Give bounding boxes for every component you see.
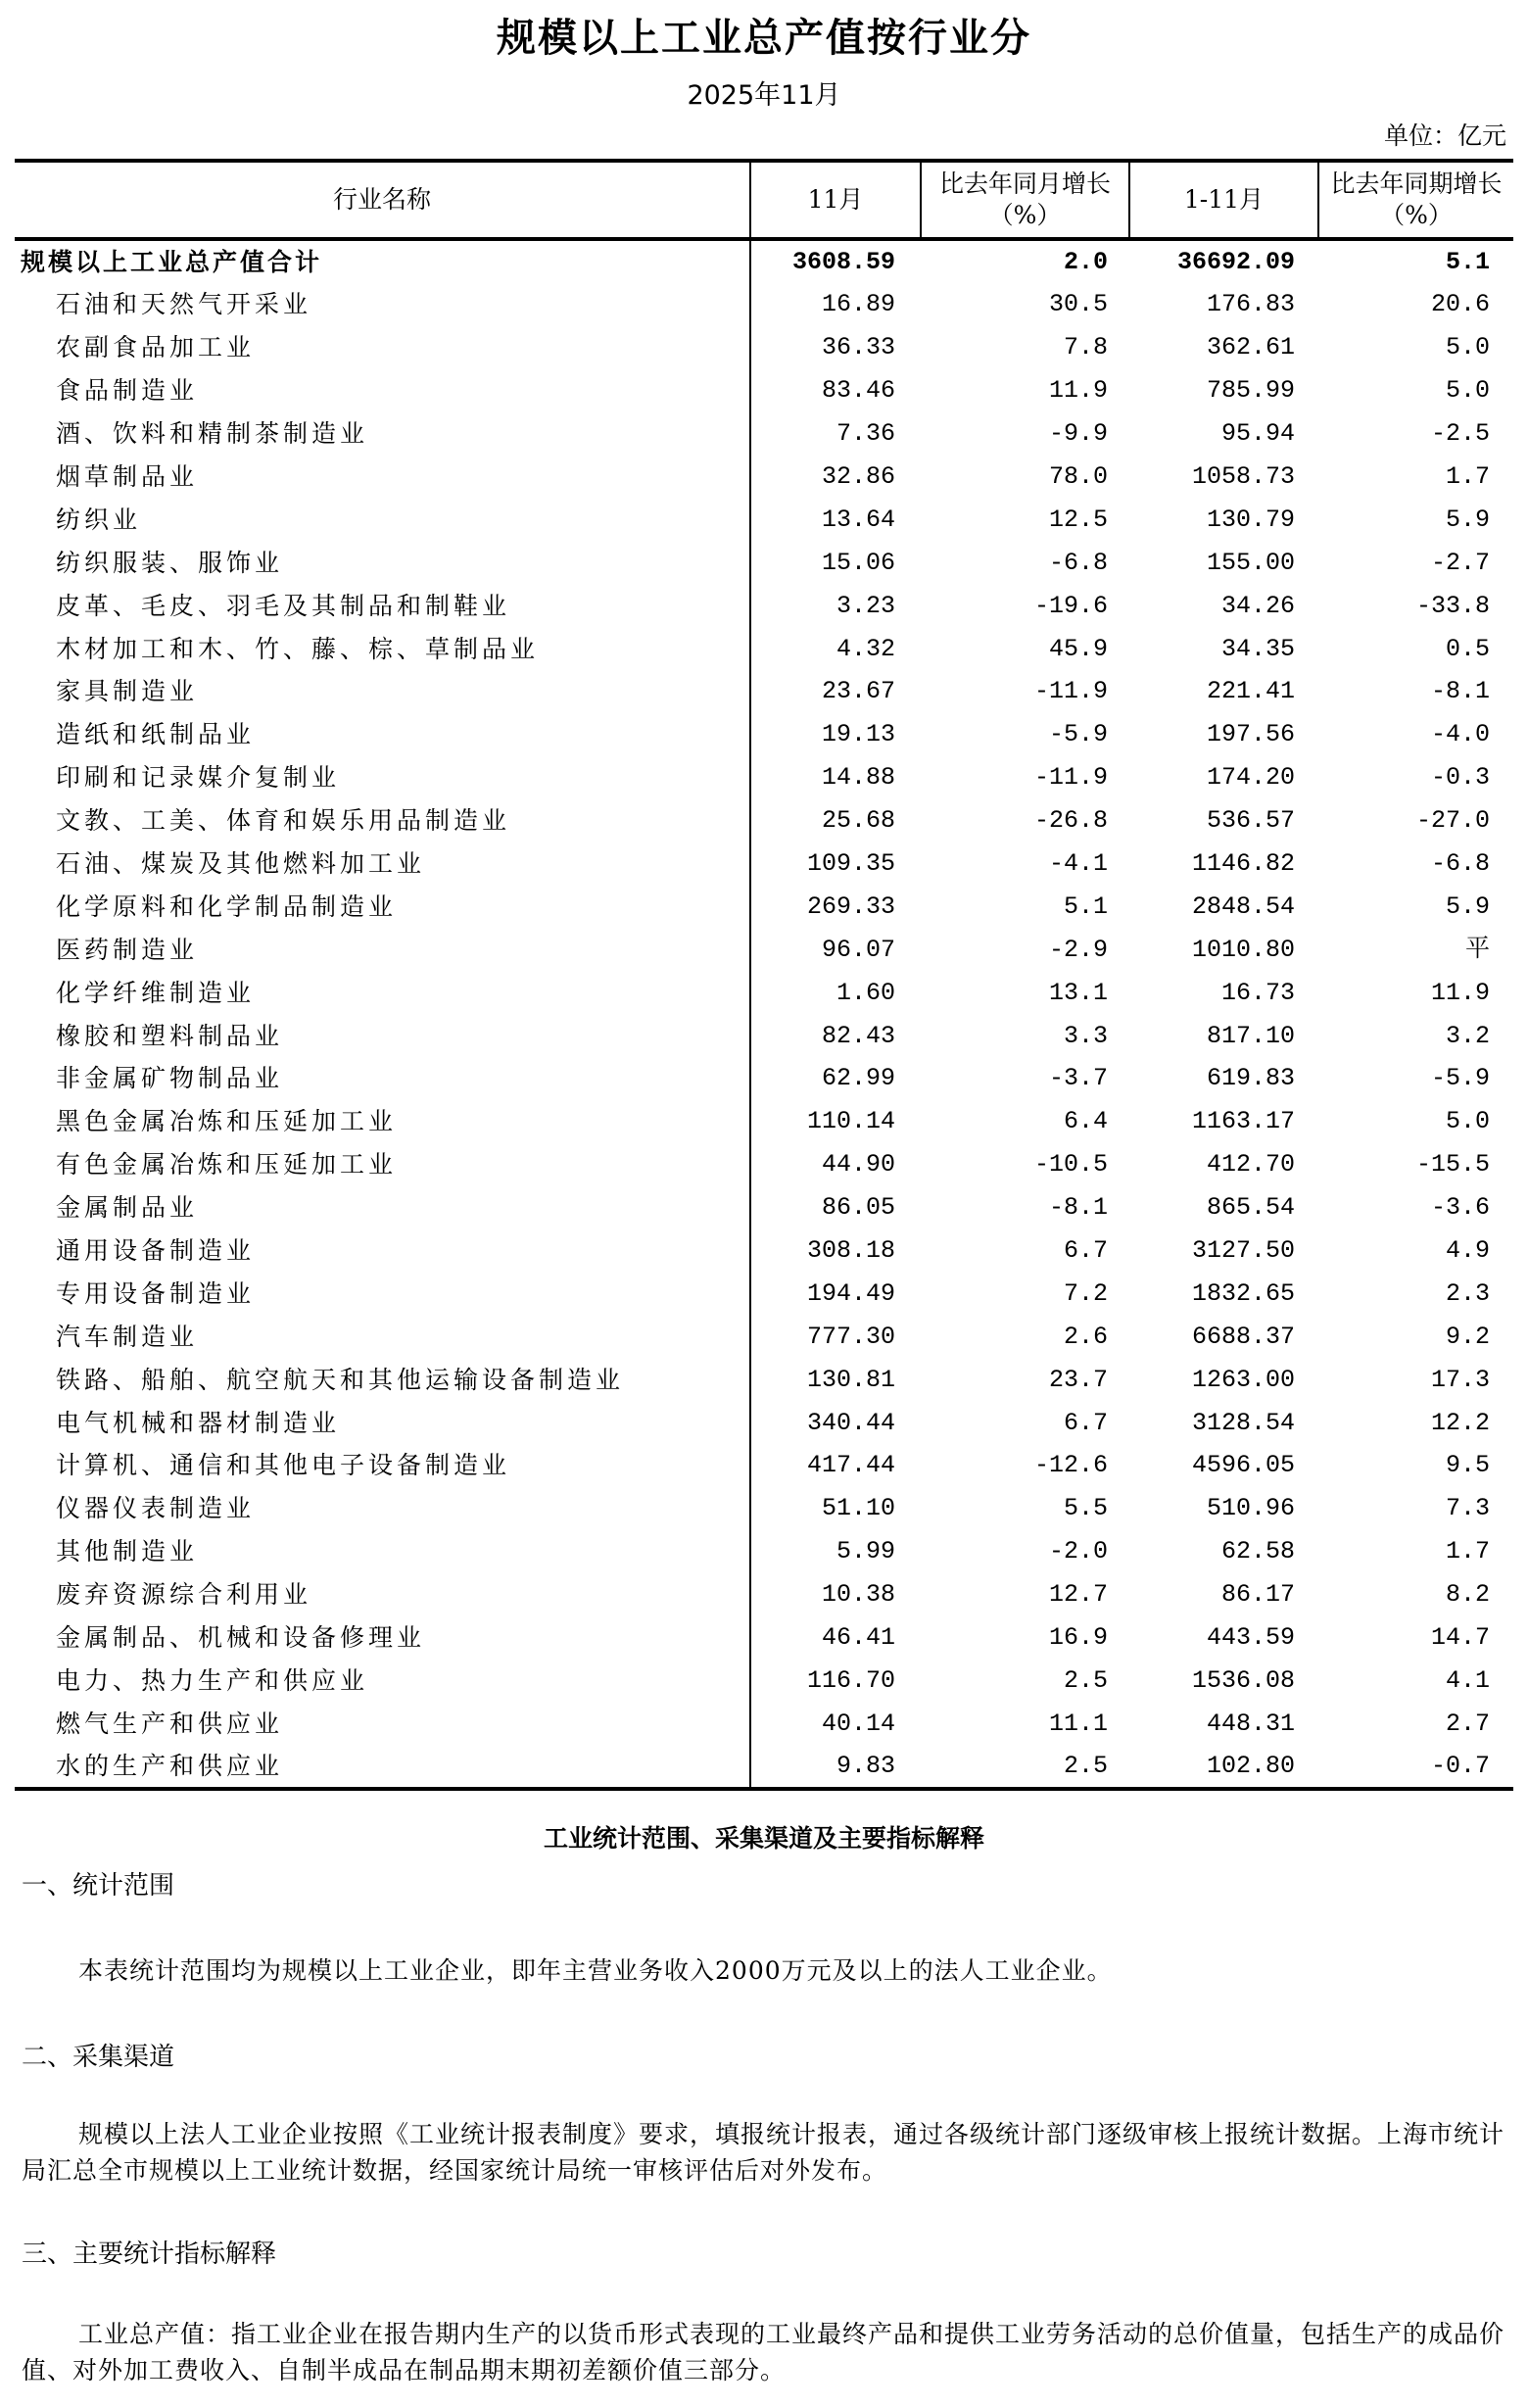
november-yoy-cell: 13.1 (1048, 978, 1108, 1007)
november-value-cell: 130.81 (806, 1365, 895, 1394)
november-value-cell: 44.90 (821, 1150, 895, 1180)
ytd-yoy-cell: 1.7 (1445, 1537, 1490, 1566)
industry-name-cell: 橡胶和塑料制品业 (15, 1014, 750, 1057)
november-value-cell: 9.83 (750, 1745, 921, 1789)
table-row (15, 843, 1513, 886)
industry-name-cell: 化学原料和化学制品制造业 (15, 885, 750, 928)
ytd-value-cell: 443.59 (1206, 1623, 1295, 1653)
ytd-yoy-cell: 5.1 (1445, 248, 1490, 276)
november-yoy-cell: -4.1 (1048, 849, 1108, 879)
november-yoy-cell: 12.7 (1048, 1580, 1108, 1610)
table-row-total (15, 239, 1513, 283)
report-period: 2025年11月 (687, 80, 841, 111)
november-value-cell: 340.44 (806, 1408, 895, 1437)
industry-name-cell: 金属制品、机械和设备修理业 (15, 1616, 750, 1660)
industry-name-cell: 废弃资源综合利用业 (15, 1573, 750, 1616)
november-value-cell: 109.35 (806, 849, 895, 879)
november-value-cell: 46.41 (821, 1623, 895, 1653)
november-yoy-cell: 7.8 (1063, 333, 1108, 362)
industry-name-cell: 金属制品业 (15, 1186, 750, 1229)
table-row (15, 1487, 1513, 1530)
table-row (15, 1100, 1513, 1143)
november-value-cell: 14.88 (821, 763, 895, 793)
november-yoy-cell: -2.0 (1048, 1537, 1108, 1566)
industry-name-cell: 水的生产和供应业 (15, 1745, 750, 1789)
page-title: 规模以上工业总产值按行业分 (497, 16, 1031, 61)
november-value-cell: 82.43 (821, 1021, 895, 1050)
industry-name-cell: 皮革、毛皮、羽毛及其制品和制鞋业 (15, 584, 750, 627)
ytd-value-cell: 174.20 (1206, 763, 1295, 793)
table-row (15, 713, 1513, 756)
ytd-yoy-cell: 3.2 (1445, 1021, 1490, 1050)
table-row (15, 1702, 1513, 1745)
ytd-yoy-cell: 5.0 (1445, 376, 1490, 406)
industry-output-table (15, 159, 1513, 1791)
november-yoy-cell: 16.9 (1048, 1623, 1108, 1653)
ytd-value-cell: 412.70 (1206, 1150, 1295, 1180)
ytd-yoy-cell: -4.0 (1430, 720, 1490, 749)
notes-paragraph-scope: 本表统计范围均为规模以上工业企业，即年主营业务收入2000万元及以上的法人工业企业。 (78, 1956, 1113, 1985)
table-row (15, 756, 1513, 799)
november-yoy-cell: -9.9 (1048, 419, 1108, 449)
ytd-yoy-cell: 4.1 (1445, 1665, 1490, 1695)
ytd-value-cell: 2848.54 (1191, 891, 1295, 921)
november-value-cell: 62.99 (821, 1064, 895, 1093)
industry-name-cell: 石油和天然气开采业 (15, 283, 750, 326)
november-value-cell: 1.60 (836, 978, 895, 1007)
november-value-cell: 194.49 (806, 1278, 895, 1308)
november-yoy-cell: 11.1 (1048, 1709, 1108, 1738)
ytd-value-cell: 155.00 (1206, 548, 1295, 577)
ytd-yoy-cell: 12.2 (1430, 1408, 1490, 1437)
ytd-value-cell: 6688.37 (1191, 1322, 1295, 1351)
november-value-cell: 23.67 (821, 677, 895, 706)
ytd-yoy-cell: 9.5 (1445, 1451, 1490, 1480)
ytd-yoy-cell: 7.3 (1445, 1494, 1490, 1523)
column-header-november: 11月 (750, 161, 921, 239)
industry-name-cell: 燃气生产和供应业 (15, 1702, 750, 1745)
notes-title: 工业统计范围、采集渠道及主要指标解释 (543, 1824, 984, 1853)
november-yoy-cell: 6.4 (1063, 1107, 1108, 1136)
november-value-cell: 51.10 (821, 1494, 895, 1523)
november-value-cell: 25.68 (821, 806, 895, 836)
ytd-value-cell: 1536.08 (1191, 1665, 1295, 1695)
table-row (15, 1057, 1513, 1100)
industry-name-cell: 木材加工和木、竹、藤、棕、草制品业 (15, 627, 750, 670)
table-row (15, 283, 1513, 326)
november-yoy-cell: 45.9 (1048, 634, 1108, 663)
november-value-cell: 116.70 (806, 1665, 895, 1695)
ytd-yoy-cell: -8.1 (1430, 677, 1490, 706)
industry-name-cell: 黑色金属冶炼和压延加工业 (15, 1100, 750, 1143)
industry-name-cell: 铁路、船舶、航空航天和其他运输设备制造业 (15, 1358, 750, 1401)
november-yoy-cell: -26.8 (1033, 806, 1108, 836)
ytd-value-cell: 4596.05 (1191, 1451, 1295, 1480)
ytd-value-cell: 86.17 (1220, 1580, 1295, 1610)
column-header-industry: 行业名称 (15, 161, 750, 239)
ytd-value-cell: 1263.00 (1191, 1365, 1295, 1394)
november-yoy-cell: -11.9 (1033, 763, 1108, 793)
ytd-value-cell: 34.35 (1220, 634, 1295, 663)
ytd-yoy-cell: 4.9 (1445, 1236, 1490, 1266)
ytd-yoy-cell: -6.8 (1430, 849, 1490, 879)
ytd-value-cell: 1010.80 (1191, 935, 1295, 964)
ytd-value-cell: 817.10 (1206, 1021, 1295, 1050)
industry-name-cell: 烟草制品业 (15, 456, 750, 499)
ytd-value-cell: 102.80 (1129, 1745, 1318, 1789)
industry-name-cell: 电力、热力生产和供应业 (15, 1660, 750, 1703)
column-header-ytd-yoy: 比去年同期增长（%） (1318, 161, 1513, 239)
november-value-cell: 83.46 (821, 376, 895, 406)
ytd-yoy-cell: 14.7 (1430, 1623, 1490, 1653)
ytd-yoy-cell: 5.0 (1445, 1107, 1490, 1136)
table-row (15, 1660, 1513, 1703)
november-value-cell: 3608.59 (791, 248, 895, 276)
table-row (15, 670, 1513, 713)
table-row (15, 1401, 1513, 1444)
ytd-value-cell: 95.94 (1220, 419, 1295, 449)
november-value-cell: 3.23 (836, 591, 895, 620)
industry-name-cell: 计算机、通信和其他电子设备制造业 (15, 1444, 750, 1487)
november-yoy-cell: 11.9 (1048, 376, 1108, 406)
table-row (15, 1272, 1513, 1315)
november-value-cell: 7.36 (836, 419, 895, 449)
industry-name-cell: 食品制造业 (15, 369, 750, 412)
november-yoy-cell: -19.6 (1033, 591, 1108, 620)
industry-name-cell: 医药制造业 (15, 928, 750, 971)
november-yoy-cell: 5.5 (1063, 1494, 1108, 1523)
table-row (15, 498, 1513, 541)
ytd-yoy-cell: 17.3 (1430, 1365, 1490, 1394)
table-row (15, 541, 1513, 584)
november-value-cell: 40.14 (821, 1709, 895, 1738)
november-value-cell: 19.13 (821, 720, 895, 749)
industry-name-cell: 规模以上工业总产值合计 (15, 239, 750, 283)
industry-name-cell: 有色金属冶炼和压延加工业 (15, 1143, 750, 1186)
november-yoy-cell: 30.5 (1048, 290, 1108, 319)
industry-name-cell: 化学纤维制造业 (15, 971, 750, 1014)
november-value-cell: 13.64 (821, 505, 895, 534)
ytd-value-cell: 221.41 (1206, 677, 1295, 706)
november-value-cell: 4.32 (836, 634, 895, 663)
table-row (15, 928, 1513, 971)
november-yoy-cell: 3.3 (1063, 1021, 1108, 1050)
ytd-value-cell: 785.99 (1206, 376, 1295, 406)
industry-name-cell: 文教、工美、体育和娱乐用品制造业 (15, 799, 750, 843)
ytd-value-cell: 1163.17 (1191, 1107, 1295, 1136)
november-yoy-cell: 2.5 (1063, 1665, 1108, 1695)
november-yoy-cell: 7.2 (1063, 1278, 1108, 1308)
november-yoy-cell: 5.1 (1063, 891, 1108, 921)
november-yoy-cell: 78.0 (1048, 462, 1108, 491)
industry-name-cell: 造纸和纸制品业 (15, 713, 750, 756)
november-value-cell: 36.33 (821, 333, 895, 362)
ytd-yoy-cell: 2.3 (1445, 1278, 1490, 1308)
november-value-cell: 777.30 (806, 1322, 895, 1351)
ytd-yoy-cell: 平 (1464, 935, 1490, 964)
november-yoy-cell: -5.9 (1048, 720, 1108, 749)
ytd-yoy-cell: -27.0 (1415, 806, 1490, 836)
ytd-value-cell: 62.58 (1220, 1537, 1295, 1566)
november-value-cell: 269.33 (806, 891, 895, 921)
november-yoy-cell: 2.0 (1063, 248, 1108, 276)
table-row (15, 799, 1513, 843)
ytd-yoy-cell: -2.7 (1430, 548, 1490, 577)
ytd-yoy-cell: -15.5 (1415, 1150, 1490, 1180)
table-row (15, 1444, 1513, 1487)
industry-name-cell: 印刷和记录媒介复制业 (15, 756, 750, 799)
november-value-cell: 16.89 (821, 290, 895, 319)
table-row (15, 369, 1513, 412)
industry-name-cell: 农副食品加工业 (15, 326, 750, 369)
november-value-cell: 15.06 (821, 548, 895, 577)
table-row (15, 971, 1513, 1014)
ytd-yoy-cell: 5.9 (1445, 891, 1490, 921)
november-yoy-cell: 6.7 (1063, 1408, 1108, 1437)
november-value-cell: 86.05 (821, 1193, 895, 1223)
table-header-row (15, 161, 1513, 239)
ytd-value-cell: 362.61 (1206, 333, 1295, 362)
ytd-value-cell: 34.26 (1220, 591, 1295, 620)
ytd-yoy-cell: 11.9 (1430, 978, 1490, 1007)
ytd-yoy-cell: 5.9 (1445, 505, 1490, 534)
ytd-value-cell: 176.83 (1206, 290, 1295, 319)
november-yoy-cell: -6.8 (1048, 548, 1108, 577)
notes-heading-channel: 二、采集渠道 (22, 2043, 175, 2072)
table-row (15, 584, 1513, 627)
notes-heading-scope: 一、统计范围 (22, 1871, 175, 1901)
ytd-yoy-cell: -2.5 (1430, 419, 1490, 449)
november-value-cell: 5.99 (836, 1537, 895, 1566)
notes-heading-indicators: 三、主要统计指标解释 (22, 2239, 277, 2269)
table-row (15, 456, 1513, 499)
ytd-value-cell: 3128.54 (1191, 1408, 1295, 1437)
table-row (15, 1186, 1513, 1229)
industry-name-cell: 纺织业 (15, 498, 750, 541)
table-row (15, 1573, 1513, 1616)
table-body (15, 239, 1513, 1789)
column-header-november-yoy: 比去年同月增长（%） (921, 161, 1129, 239)
notes-paragraph-indicators: 工业总产值：指工业企业在报告期内生产的以货币形式表现的工业最终产品和提供工业劳务活动的总价值量，包括生产的成品价值、对外加工费收入、自制半成品在制品期末期初差额价值三部分。 (22, 2320, 1505, 2384)
table-row (15, 1315, 1513, 1358)
industry-name-cell: 石油、煤炭及其他燃料加工业 (15, 843, 750, 886)
november-yoy-cell: -2.9 (1048, 935, 1108, 964)
table-row (15, 326, 1513, 369)
table-row (15, 1530, 1513, 1573)
table-row (15, 412, 1513, 456)
ytd-value-cell: 1058.73 (1191, 462, 1295, 491)
industry-name-cell: 其他制造业 (15, 1530, 750, 1573)
november-yoy-cell: 23.7 (1048, 1365, 1108, 1394)
ytd-value-cell: 36692.09 (1176, 248, 1295, 276)
ytd-yoy-cell: 20.6 (1430, 290, 1490, 319)
ytd-value-cell: 448.31 (1206, 1709, 1295, 1738)
november-value-cell: 96.07 (821, 935, 895, 964)
november-yoy-cell: 12.5 (1048, 505, 1108, 534)
november-value-cell: 308.18 (806, 1236, 895, 1266)
ytd-yoy-cell: 2.7 (1445, 1709, 1490, 1738)
november-value-cell: 417.44 (806, 1451, 895, 1480)
november-value-cell: 10.38 (821, 1580, 895, 1610)
ytd-value-cell: 619.83 (1206, 1064, 1295, 1093)
ytd-yoy-cell: -0.7 (1318, 1745, 1513, 1789)
unit-label: 单位：亿元 (1383, 121, 1506, 150)
ytd-yoy-cell: -3.6 (1430, 1193, 1490, 1223)
table-row (15, 1143, 1513, 1186)
industry-name-cell: 仪器仪表制造业 (15, 1487, 750, 1530)
column-header-ytd: 1-11月 (1129, 161, 1318, 239)
industry-name-cell: 家具制造业 (15, 670, 750, 713)
notes-paragraph-channel: 规模以上法人工业企业按照《工业统计报表制度》要求，填报统计报表，通过各级统计部门逐级审核上报统计数据。上海市统计局汇总全市规模以上工业统计数据，经国家统计局统一审核评估后对外发布。 (22, 2120, 1505, 2185)
november-yoy-cell: -3.7 (1048, 1064, 1108, 1093)
industry-name-cell: 酒、饮料和精制茶制造业 (15, 412, 750, 456)
industry-name-cell: 电气机械和器材制造业 (15, 1401, 750, 1444)
ytd-yoy-cell: -5.9 (1430, 1064, 1490, 1093)
industry-name-cell: 汽车制造业 (15, 1315, 750, 1358)
ytd-yoy-cell: 0.5 (1445, 634, 1490, 663)
ytd-value-cell: 130.79 (1206, 505, 1295, 534)
november-yoy-cell: 6.7 (1063, 1236, 1108, 1266)
table-row (15, 1616, 1513, 1660)
november-value-cell: 110.14 (806, 1107, 895, 1136)
november-yoy-cell: -11.9 (1033, 677, 1108, 706)
ytd-value-cell: 536.57 (1206, 806, 1295, 836)
ytd-value-cell: 510.96 (1206, 1494, 1295, 1523)
ytd-yoy-cell: -0.3 (1430, 763, 1490, 793)
ytd-yoy-cell: 1.7 (1445, 462, 1490, 491)
ytd-value-cell: 197.56 (1206, 720, 1295, 749)
industry-name-cell: 非金属矿物制品业 (15, 1057, 750, 1100)
ytd-yoy-cell: 5.0 (1445, 333, 1490, 362)
table-row (15, 627, 1513, 670)
industry-name-cell: 专用设备制造业 (15, 1272, 750, 1315)
ytd-value-cell: 1832.65 (1191, 1278, 1295, 1308)
ytd-value-cell: 16.73 (1220, 978, 1295, 1007)
ytd-value-cell: 865.54 (1206, 1193, 1295, 1223)
industry-name-cell: 通用设备制造业 (15, 1229, 750, 1273)
ytd-yoy-cell: -33.8 (1415, 591, 1490, 620)
november-yoy-cell: -10.5 (1033, 1150, 1108, 1180)
november-yoy-cell: -8.1 (1048, 1193, 1108, 1223)
ytd-yoy-cell: 8.2 (1445, 1580, 1490, 1610)
ytd-value-cell: 1146.82 (1191, 849, 1295, 879)
table-row (15, 1014, 1513, 1057)
table-row (15, 1358, 1513, 1401)
november-yoy-cell: 2.6 (1063, 1322, 1108, 1351)
industry-name-cell: 纺织服装、服饰业 (15, 541, 750, 584)
ytd-value-cell: 3127.50 (1191, 1236, 1295, 1266)
table-row (15, 1745, 1513, 1789)
november-value-cell: 32.86 (821, 462, 895, 491)
table-row (15, 885, 1513, 928)
november-yoy-cell: 2.5 (921, 1745, 1129, 1789)
ytd-yoy-cell: 9.2 (1445, 1322, 1490, 1351)
table-row (15, 1229, 1513, 1273)
november-yoy-cell: -12.6 (1033, 1451, 1108, 1480)
